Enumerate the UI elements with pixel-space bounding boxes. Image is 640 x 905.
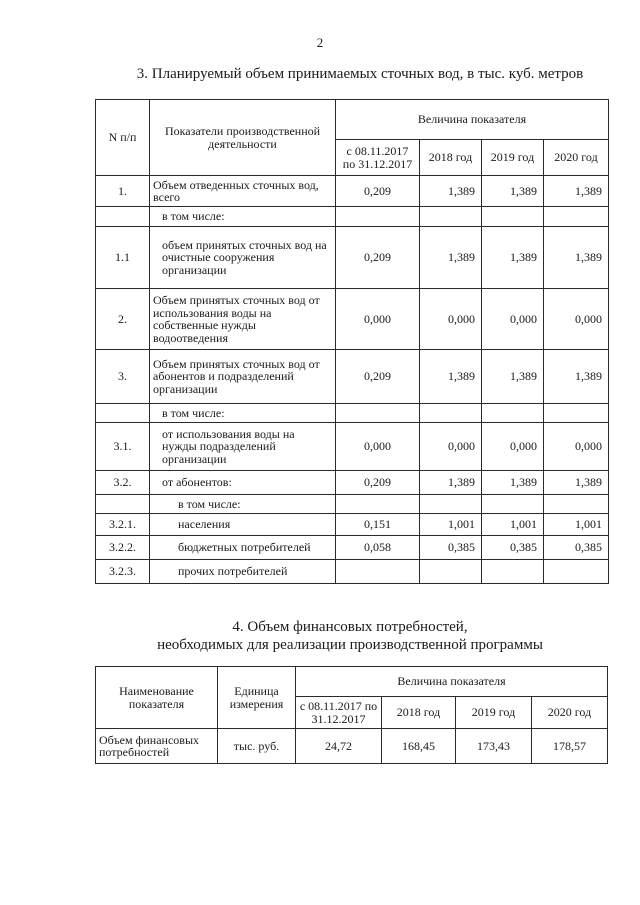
row-unit: тыс. руб. <box>218 729 296 764</box>
header-2019: 2019 год <box>456 697 532 729</box>
header-num: N п/п <box>96 100 150 176</box>
row-value-2018: 0,000 <box>420 289 482 350</box>
row-num: 3.2. <box>96 471 150 495</box>
row-num: 1. <box>96 176 150 207</box>
table-row <box>96 350 609 404</box>
section4-title-line1: 4. Объем финансовых потребностей, <box>232 619 468 635</box>
header-unit: Единица измерения <box>218 667 296 729</box>
table-row <box>96 729 608 764</box>
row-name: Объем финансовых потребностей <box>96 729 218 764</box>
row-value-2020: 1,389 <box>544 227 609 289</box>
row-value-2019: 1,389 <box>482 227 544 289</box>
row-name: прочих потребителей <box>150 560 336 584</box>
row-value-2018: 0,000 <box>420 423 482 471</box>
row-value-2019: 1,389 <box>482 350 544 404</box>
row-name: в том числе: <box>150 404 336 423</box>
header-period: с 08.11.2017 по 31.12.2017 <box>296 697 382 729</box>
row-value-2018: 1,001 <box>420 514 482 536</box>
section4-title <box>95 618 605 654</box>
section3-title: 3. Планируемый объем принимаемых сточных вод, в тыс. куб. метров <box>136 66 584 82</box>
row-num <box>96 404 150 423</box>
section4-title-line2: необходимых для реализации производственной программы <box>157 637 543 653</box>
table-row <box>96 176 609 207</box>
row-value-2019: 1,001 <box>482 514 544 536</box>
row-value-period <box>336 207 420 227</box>
row-value-period: 0,151 <box>336 514 420 536</box>
row-value-2019: 173,43 <box>456 729 532 764</box>
financial-needs-table <box>95 666 608 764</box>
row-value-2019: 0,385 <box>482 536 544 560</box>
row-value-2020: 1,389 <box>544 176 609 207</box>
row-name: Объем отведенных сточных вод, всего <box>150 176 336 207</box>
row-value-2019 <box>482 560 544 584</box>
row-value-period: 0,209 <box>336 471 420 495</box>
row-value-2020: 0,000 <box>544 289 609 350</box>
row-value-2018: 0,385 <box>420 536 482 560</box>
row-value-2019 <box>482 404 544 423</box>
header-indicator: Показатели производственной деятельности <box>150 100 336 176</box>
header-2018: 2018 год <box>382 697 456 729</box>
row-value-2020: 1,389 <box>544 350 609 404</box>
row-value-period <box>336 404 420 423</box>
row-value-2020 <box>544 207 609 227</box>
row-value-period: 0,000 <box>336 289 420 350</box>
header-2018: 2018 год <box>420 140 482 176</box>
row-value-period <box>336 560 420 584</box>
header-period: с 08.11.2017 по 31.12.2017 <box>336 140 420 176</box>
row-num <box>96 207 150 227</box>
table-row <box>96 536 609 560</box>
row-name: Объем принятых сточных вод от использования воды на собственные нужды водоотведения <box>150 289 336 350</box>
row-value-2020: 178,57 <box>532 729 608 764</box>
row-name: в том числе: <box>150 495 336 514</box>
row-num: 3.1. <box>96 423 150 471</box>
row-value-period: 0,209 <box>336 227 420 289</box>
row-value-2020 <box>544 404 609 423</box>
row-num: 3.2.3. <box>96 560 150 584</box>
row-name: Объем принятых сточных вод от абонентов и подразделений организации <box>150 350 336 404</box>
row-num: 3.2.1. <box>96 514 150 536</box>
header-name: Наименование показателя <box>96 667 218 729</box>
row-value-period: 0,209 <box>336 350 420 404</box>
row-value-2018: 168,45 <box>382 729 456 764</box>
row-value-2019: 0,000 <box>482 289 544 350</box>
row-value-2018 <box>420 404 482 423</box>
row-name: от абонентов: <box>150 471 336 495</box>
row-name: от использования воды на нужды подразделений организации <box>150 423 336 471</box>
row-num: 2. <box>96 289 150 350</box>
table-row <box>96 289 609 350</box>
row-value-2018 <box>420 560 482 584</box>
row-value-2020: 0,385 <box>544 536 609 560</box>
row-value-2018: 1,389 <box>420 350 482 404</box>
table-row <box>96 495 609 514</box>
row-value-2018: 1,389 <box>420 471 482 495</box>
row-value-2020 <box>544 560 609 584</box>
row-name: населения <box>150 514 336 536</box>
row-value-2020: 1,001 <box>544 514 609 536</box>
row-name: объем принятых сточных вод на очистные сооружения организации <box>150 227 336 289</box>
row-num <box>96 495 150 514</box>
table-row <box>96 423 609 471</box>
row-name: бюджетных потребителей <box>150 536 336 560</box>
row-value-2019: 1,389 <box>482 471 544 495</box>
header-2020: 2020 год <box>544 140 609 176</box>
header-2020: 2020 год <box>532 697 608 729</box>
row-value-period: 0,058 <box>336 536 420 560</box>
row-value-2020 <box>544 495 609 514</box>
table-row <box>96 227 609 289</box>
row-value-period: 24,72 <box>296 729 382 764</box>
row-value-2020: 1,389 <box>544 471 609 495</box>
row-num: 3. <box>96 350 150 404</box>
row-value-period: 0,000 <box>336 423 420 471</box>
row-value-2018 <box>420 495 482 514</box>
row-value-2020: 0,000 <box>544 423 609 471</box>
row-value-2019: 0,000 <box>482 423 544 471</box>
row-value-2018: 1,389 <box>420 176 482 207</box>
page-number: 2 <box>316 35 324 50</box>
row-num: 3.2.2. <box>96 536 150 560</box>
row-value-2018: 1,389 <box>420 227 482 289</box>
table-row <box>96 404 609 423</box>
row-num: 1.1 <box>96 227 150 289</box>
row-value-2019 <box>482 495 544 514</box>
row-value-2019 <box>482 207 544 227</box>
row-value-2019: 1,389 <box>482 176 544 207</box>
row-value-2018 <box>420 207 482 227</box>
table-row <box>96 207 609 227</box>
header-2019: 2019 год <box>482 140 544 176</box>
wastewater-volume-table <box>95 99 609 584</box>
header-value: Величина показателя <box>296 667 608 697</box>
table-row <box>96 560 609 584</box>
row-name: в том числе: <box>150 207 336 227</box>
table-row <box>96 471 609 495</box>
row-value-period: 0,209 <box>336 176 420 207</box>
table-row <box>96 514 609 536</box>
header-value: Величина показателя <box>336 100 609 140</box>
row-value-period <box>336 495 420 514</box>
